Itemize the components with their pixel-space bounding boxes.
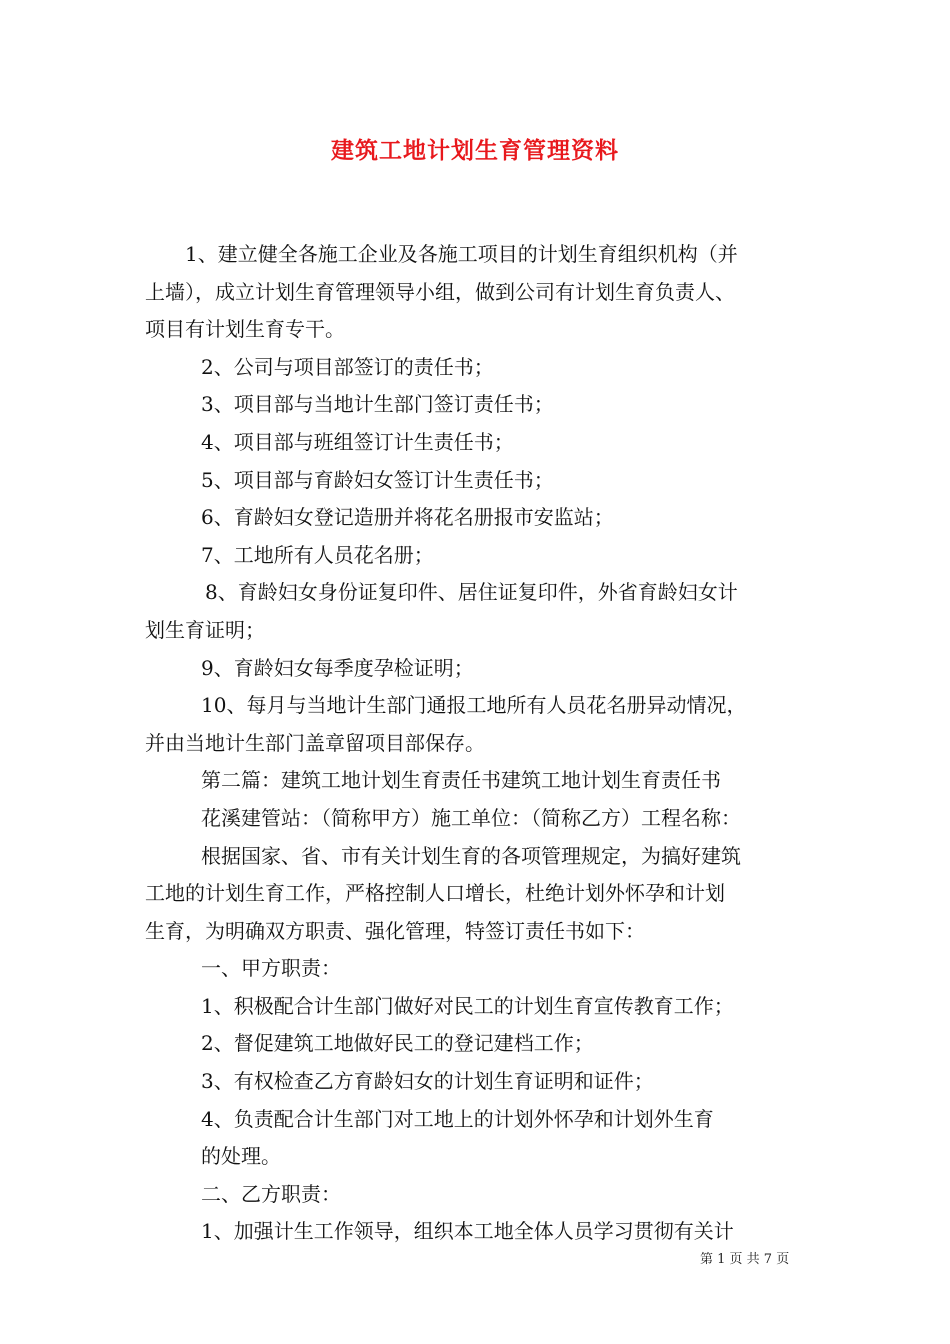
document-body	[145, 236, 815, 1251]
paragraph-line: 工地的计划生育工作，严格控制人口增长，杜绝计划外怀孕和计划	[145, 881, 725, 906]
paragraph-line: 7、工地所有人员花名册；	[201, 542, 434, 567]
paragraph-line: 5、项目部与育龄妇女签订计生责任书；	[201, 467, 554, 492]
paragraph-line: 1、积极配合计生部门做好对民工的计划生育宣传教育工作；	[201, 993, 734, 1018]
paragraph-line: 6、育龄妇女登记造册并将花名册报市安监站；	[201, 505, 614, 530]
paragraph-line: 3、项目部与当地计生部门签订责任书；	[201, 392, 554, 417]
paragraph-line: 划生育证明；	[145, 617, 265, 642]
paragraph-line: 二、乙方职责：	[201, 1181, 341, 1206]
document-title: 建筑工地计划生育管理资料	[331, 137, 619, 164]
paragraph-line: 2、督促建筑工地做好民工的登记建档工作；	[201, 1031, 594, 1056]
paragraph-line: 3、有权检查乙方育龄妇女的计划生育证明和证件；	[201, 1069, 654, 1094]
paragraph-line: 9、育龄妇女每季度孕检证明；	[201, 655, 474, 680]
paragraph-line: 1、加强计生工作领导，组织本工地全体人员学习贯彻有关计	[201, 1219, 734, 1244]
paragraph-line: 花溪建管站：（简称甲方）施工单位：（简称乙方）工程名称：	[201, 805, 741, 830]
paragraph-line: 2、公司与项目部签订的责任书；	[201, 354, 494, 379]
paragraph-line: 根据国家、省、市有关计划生育的各项管理规定，为搞好建筑	[201, 843, 741, 868]
paragraph-line: 上墙），成立计划生育管理领导小组，做到公司有计划生育负责人、	[145, 279, 735, 304]
paragraph-line: 项目有计划生育专干。	[145, 317, 345, 342]
paragraph-line: 一、甲方职责：	[201, 956, 341, 981]
page-number: 第 1 页 共 7 页	[700, 1252, 790, 1267]
paragraph-line: 10、每月与当地计生部门通报工地所有人员花名册异动情况，	[201, 693, 747, 718]
paragraph-line: 8、育龄妇女身份证复印件、居住证复印件，外省育龄妇女计	[205, 580, 738, 605]
paragraph-line: 1、建立健全各施工企业及各施工项目的计划生育组织机构（并	[185, 242, 738, 266]
paragraph-line: 4、负责配合计生部门对工地上的计划外怀孕和计划外生育	[201, 1106, 714, 1131]
paragraph-line: 生育，为明确双方职责、强化管理，特签订责任书如下：	[145, 918, 645, 943]
paragraph-line: 4、项目部与班组签订计生责任书；	[201, 429, 514, 454]
paragraph-line: 并由当地计生部门盖章留项目部保存。	[145, 730, 485, 755]
paragraph-line: 的处理。	[201, 1144, 281, 1169]
paragraph-line: 第二篇：建筑工地计划生育责任书建筑工地计划生育责任书	[201, 768, 721, 793]
